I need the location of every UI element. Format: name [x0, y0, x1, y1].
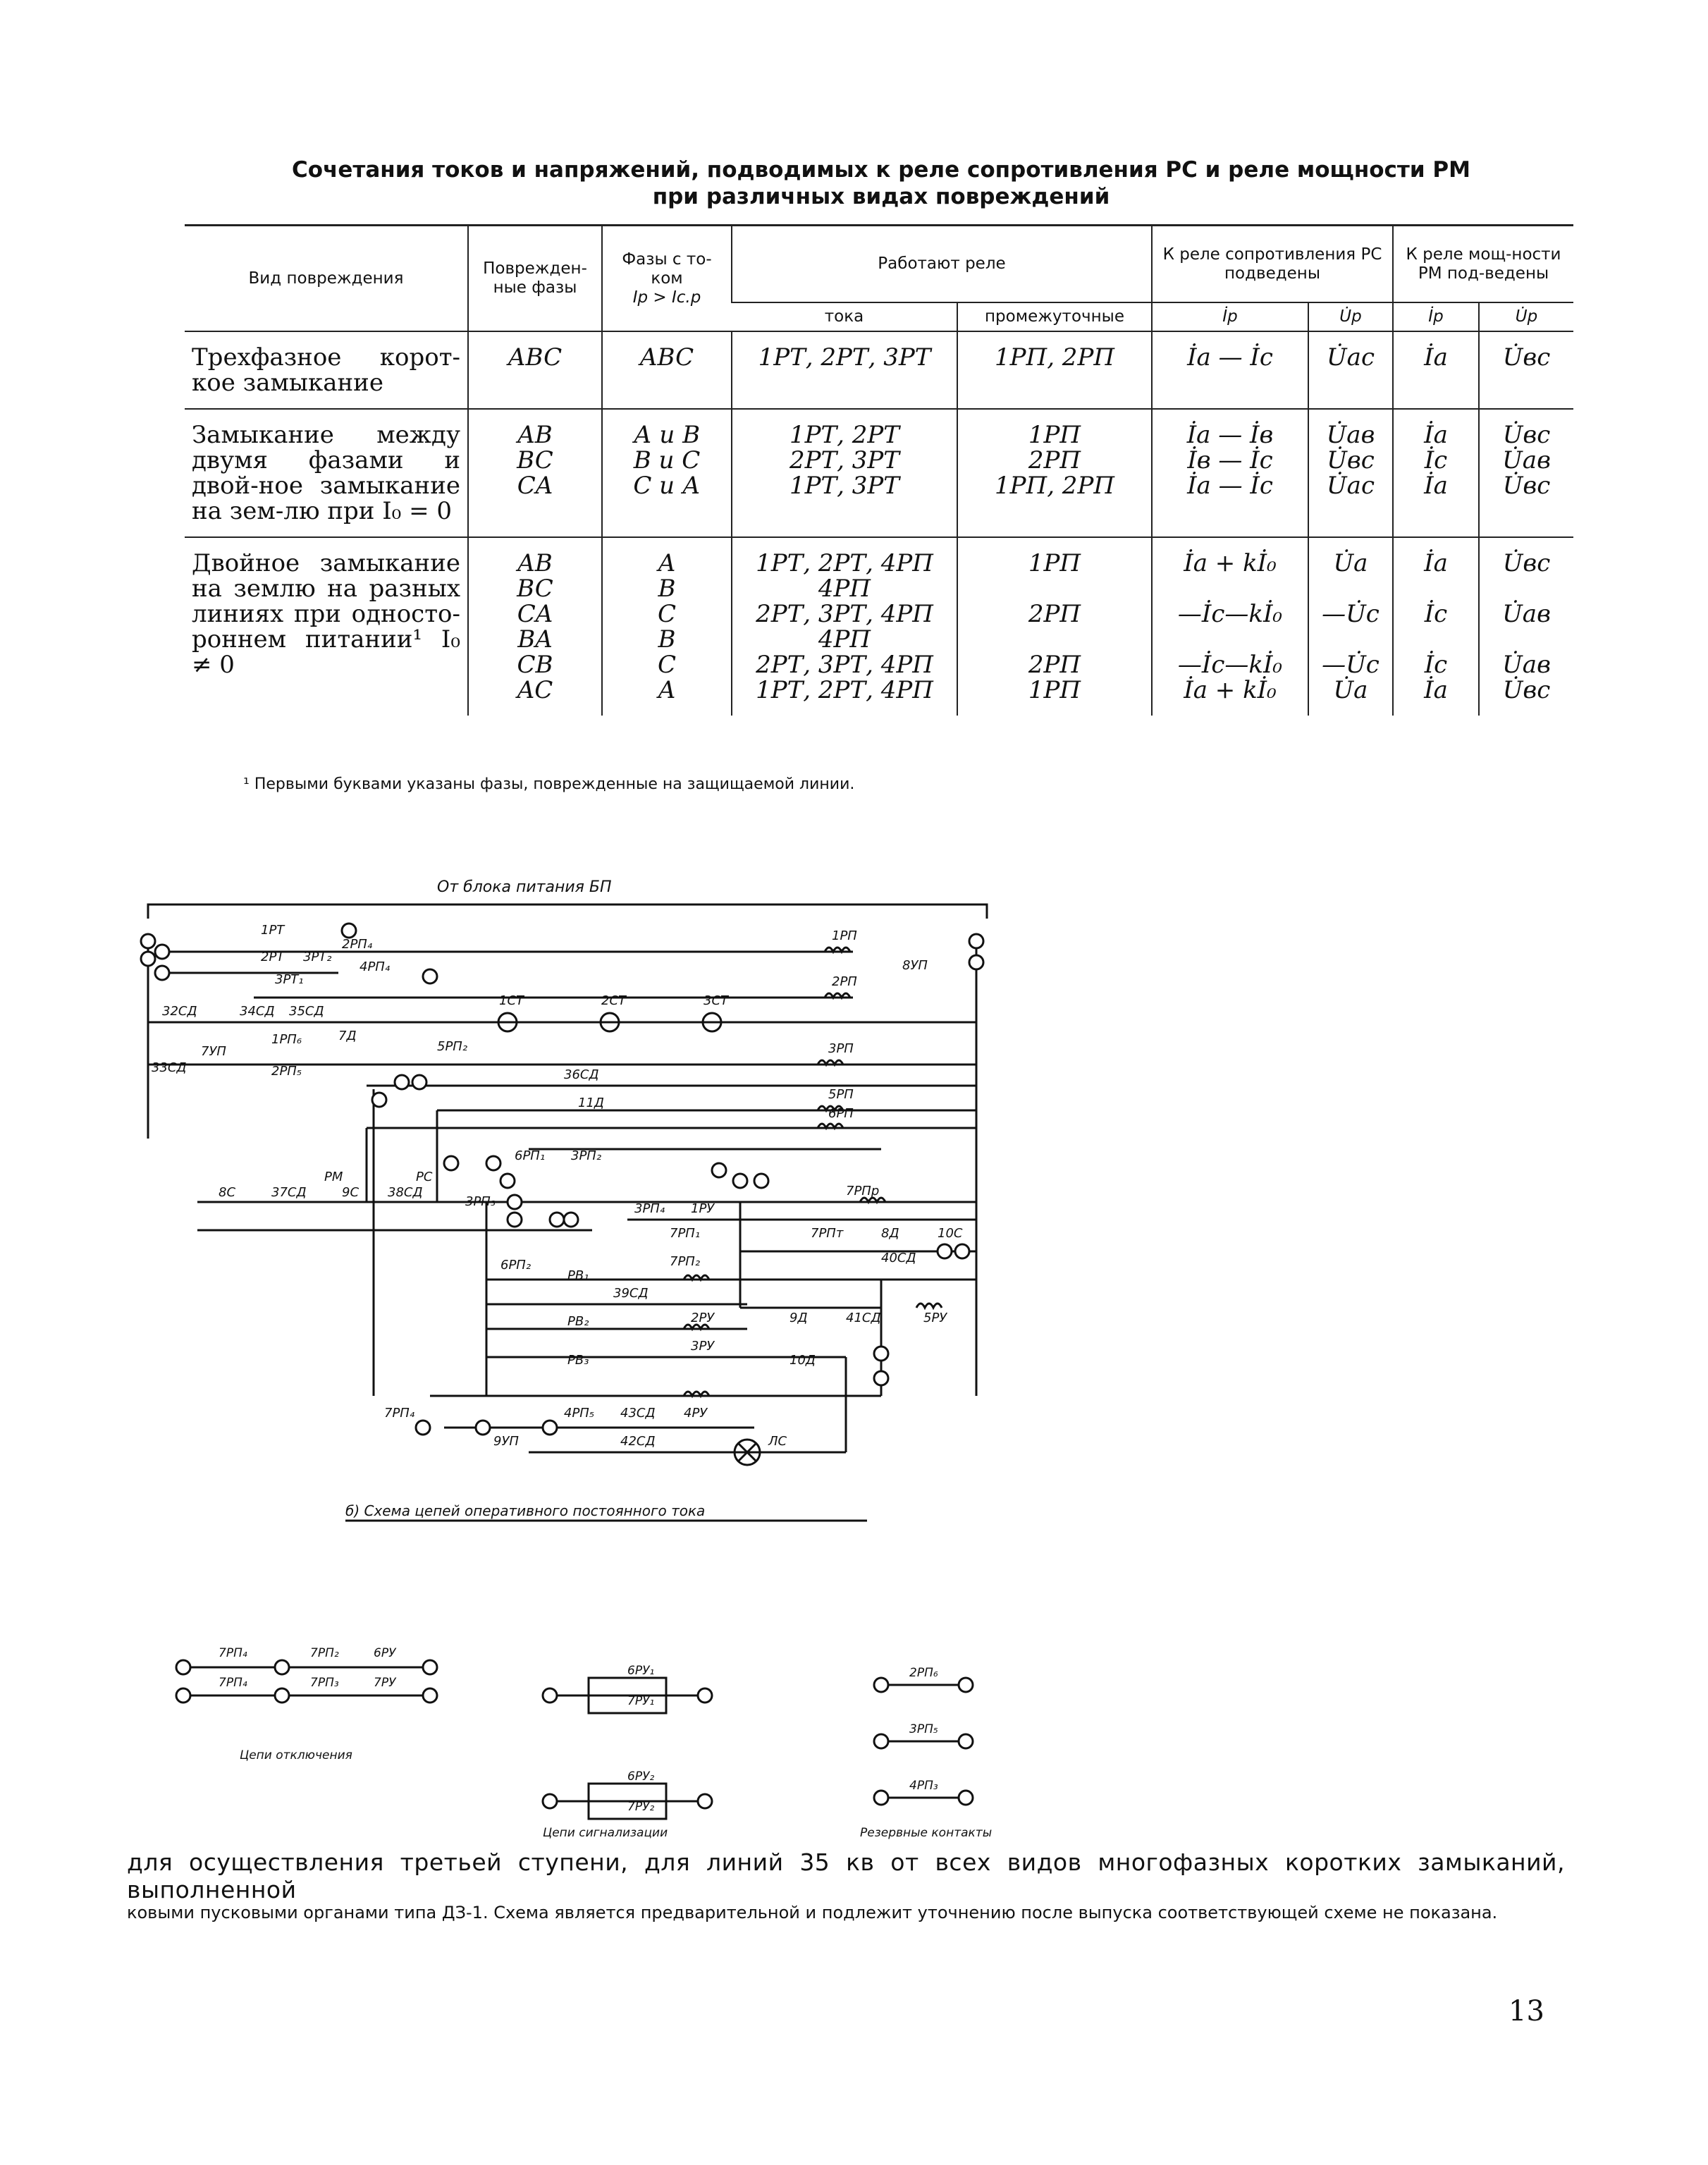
svg-text:6РП: 6РП [828, 1106, 854, 1121]
svg-text:33СД: 33СД [152, 1060, 187, 1075]
svg-text:7РП₄: 7РП₄ [384, 1406, 415, 1421]
cell-toka: 1РТ, 2РТ, 3РТ [732, 331, 957, 409]
table-row [185, 537, 1573, 716]
svg-text:9УП: 9УП [493, 1434, 519, 1449]
cell-rm-i: İа [1393, 331, 1479, 409]
schematic-caption: б) Схема цепей оперативного постоянного тока [345, 1502, 706, 1519]
cell-vid: Трехфазное корот-кое замыкание [192, 343, 460, 397]
svg-text:3РТ₂: 3РТ₂ [303, 950, 332, 964]
svg-text:7РУ₁: 7РУ₁ [627, 1694, 655, 1708]
header-tok-text: Фазы с то-ком [622, 250, 712, 288]
title-line-1: Сочетания токов и напряжений, подводимых к реле сопротивления РС и реле мощности РМ [292, 157, 1470, 183]
cell-faz: ABC [468, 331, 602, 409]
cell-tok: ABC [602, 331, 732, 409]
svg-text:37СД: 37СД [271, 1185, 307, 1200]
svg-text:36СД: 36СД [564, 1067, 599, 1082]
svg-text:41СД: 41СД [846, 1311, 881, 1325]
body-paragraph-2: ковыми пусковыми органами типа ДЗ-1. Схема является предварительной и подлежит уточнению после выпуска соответствующей схеме не показана. [127, 1903, 1498, 1922]
svg-text:ЛС: ЛС [768, 1434, 787, 1449]
schematic-top-label: От блока питания БП [437, 878, 612, 896]
svg-text:2СТ: 2СТ [601, 993, 627, 1008]
svg-text:35СД: 35СД [289, 1004, 324, 1019]
cell-promezh: 1РП 2РП 2РП 1РП [957, 537, 1152, 716]
svg-text:38СД: 38СД [388, 1185, 423, 1200]
header-faz: Поврежден-ные фазы [468, 226, 602, 332]
cell-rm-u: U̇вс [1479, 331, 1573, 409]
svg-text:2РП₄: 2РП₄ [342, 937, 373, 952]
cell-promezh: 1РП 2РП 1РП, 2РП [957, 409, 1152, 537]
header-up2: U̇р [1479, 302, 1573, 331]
svg-text:РС: РС [416, 1170, 433, 1184]
cell-faz: AB BC CA BA CB AC [468, 537, 602, 716]
svg-text:8С: 8С [219, 1185, 236, 1200]
svg-text:3СТ: 3СТ [704, 993, 729, 1008]
svg-text:РВ₃: РВ₃ [567, 1353, 589, 1368]
caption-trip: Цепи отключения [240, 1748, 352, 1762]
cell-vid: Двойное замыкание на землю на разных линиях при односто-роннем питании¹ I₀ ≠ 0 [185, 537, 468, 716]
svg-text:9С: 9С [342, 1185, 360, 1200]
caption-signal: Цепи сигнализации [543, 1826, 668, 1840]
cell-rs-u: U̇ас [1308, 331, 1393, 409]
svg-text:3РТ₁: 3РТ₁ [275, 972, 304, 987]
table-row [185, 409, 1573, 537]
trip-circuits [176, 1660, 437, 1703]
svg-text:РВ₁: РВ₁ [567, 1268, 589, 1283]
header-rm: К реле мощ-ности РМ под-ведены [1393, 226, 1573, 303]
svg-text:4РУ: 4РУ [684, 1406, 708, 1421]
svg-text:7РП₂: 7РП₂ [310, 1646, 339, 1660]
svg-text:7РП₁: 7РП₁ [670, 1226, 701, 1241]
header-promezh: промежуточные [957, 302, 1152, 331]
svg-text:7РПр: 7РПр [846, 1184, 880, 1198]
svg-text:3РП₄: 3РП₄ [634, 1201, 665, 1216]
aux-labels [219, 1646, 938, 1814]
header-ip: İр [1152, 302, 1308, 331]
svg-text:6РП₂: 6РП₂ [500, 1258, 532, 1272]
component-labels [152, 923, 963, 1449]
svg-text:4РП₅: 4РП₅ [564, 1406, 595, 1421]
svg-text:3РП₅: 3РП₅ [909, 1722, 938, 1736]
cell-rs-u: U̇а —U̇с —U̇с U̇а [1308, 537, 1393, 716]
header-ip2: İр [1393, 302, 1479, 331]
cell-tok: А и В В и С С и А [602, 409, 732, 537]
svg-text:1РП: 1РП [832, 928, 857, 943]
svg-text:1РТ: 1РТ [261, 923, 285, 938]
cell-rs-i: İа — İс [1152, 331, 1308, 409]
header-up: U̇р [1308, 302, 1393, 331]
svg-text:7РУ₂: 7РУ₂ [627, 1800, 655, 1814]
svg-text:3РП₃: 3РП₃ [465, 1194, 496, 1209]
cell-tok: A B C B C A [602, 537, 732, 716]
svg-text:2РП₅: 2РП₅ [271, 1064, 302, 1079]
header-vid: Вид повреждения [185, 226, 468, 332]
svg-text:2РУ: 2РУ [691, 1311, 715, 1325]
svg-text:40СД: 40СД [881, 1251, 916, 1265]
cell-rs-i: İа — İв İв — İс İа — İс [1152, 409, 1308, 537]
cell-rm-u: U̇вс U̇ав U̇вс [1479, 409, 1573, 537]
svg-text:6РП₁: 6РП₁ [515, 1148, 546, 1163]
svg-text:1СТ: 1СТ [499, 993, 524, 1008]
svg-text:42СД: 42СД [620, 1434, 656, 1449]
faults-table [185, 224, 1573, 716]
svg-text:3РУ: 3РУ [691, 1339, 715, 1354]
svg-text:39СД: 39СД [613, 1286, 649, 1301]
svg-text:6РУ₁: 6РУ₁ [627, 1664, 655, 1678]
cell-faz: AB BC CA [468, 409, 602, 537]
svg-text:7РУ: 7РУ [374, 1676, 396, 1690]
svg-text:7РП₃: 7РП₃ [310, 1676, 339, 1690]
svg-text:7РПт: 7РПт [811, 1226, 844, 1241]
body-paragraph-1: для осуществления третьей ступени, для линий 35 кв от всех видов многофазных коротких замыканий, выполненной [127, 1848, 1565, 1903]
svg-text:3РП₂: 3РП₂ [571, 1148, 602, 1163]
footnote: ¹ Первыми буквами указаны фазы, поврежденные на защищаемой линии. [243, 775, 855, 793]
header-tok-cond: Iр > Iс.р [632, 288, 701, 307]
svg-text:4РП₄: 4РП₄ [360, 959, 391, 974]
caption-reserve: Резервные контакты [860, 1826, 993, 1840]
svg-text:5РП₂: 5РП₂ [437, 1039, 468, 1054]
svg-text:6РУ: 6РУ [374, 1646, 396, 1660]
svg-text:9Д: 9Д [790, 1311, 808, 1325]
svg-text:3РП: 3РП [828, 1041, 854, 1056]
title-line-2: при различных видах повреждений [652, 184, 1110, 209]
svg-text:2РП: 2РП [832, 974, 857, 989]
svg-text:2РП₆: 2РП₆ [909, 1666, 938, 1680]
svg-text:7РП₂: 7РП₂ [670, 1254, 701, 1269]
cell-toka: 1РТ, 2РТ, 4РП 4РП 2РТ, 3РТ, 4РП 4РП 2РТ, 3РТ, 4РП 1РТ, 2РТ, 4РП [732, 537, 957, 716]
cell-rs-u: U̇ав U̇вс U̇ас [1308, 409, 1393, 537]
page-number: 13 [1509, 1995, 1544, 2028]
svg-text:7РП₄: 7РП₄ [219, 1646, 247, 1660]
svg-text:7РП₄: 7РП₄ [219, 1676, 247, 1690]
svg-text:7УП: 7УП [201, 1044, 226, 1059]
cell-rm-i: İа İс İс İа [1393, 537, 1479, 716]
svg-text:6РУ₂: 6РУ₂ [627, 1770, 655, 1784]
svg-text:43СД: 43СД [620, 1406, 656, 1421]
header-tok [602, 226, 732, 332]
svg-text:11Д: 11Д [578, 1096, 604, 1110]
svg-text:1РУ: 1РУ [691, 1201, 715, 1216]
svg-text:8УП: 8УП [902, 958, 928, 973]
svg-text:РМ: РМ [324, 1170, 343, 1184]
cell-toka: 1РТ, 2РТ 2РТ, 3РТ 1РТ, 3РТ [732, 409, 957, 537]
cell-promezh: 1РП, 2РП [957, 331, 1152, 409]
top-bracket [148, 904, 987, 919]
svg-text:34СД: 34СД [240, 1004, 275, 1019]
svg-text:2РТ: 2РТ [261, 950, 285, 964]
cell-vid: Замыкание между двумя фазами и двой-ное замыкание на зем-лю при I₀ = 0 [185, 409, 468, 537]
table-row [185, 331, 1573, 409]
svg-text:10Д: 10Д [790, 1353, 816, 1368]
header-toka: тока [732, 302, 957, 331]
header-rs: К реле сопротивления РС подведены [1152, 226, 1393, 303]
svg-text:5РП: 5РП [828, 1087, 854, 1102]
circuit-lines [148, 952, 976, 1452]
auxiliary-circuits [162, 1629, 1079, 1840]
svg-text:32СД: 32СД [162, 1004, 197, 1019]
table-title [183, 157, 1579, 210]
svg-text:5РУ: 5РУ [923, 1311, 947, 1325]
cell-rm-i: İа İс İа [1393, 409, 1479, 537]
svg-text:4РП₃: 4РП₃ [909, 1779, 938, 1793]
svg-text:8Д: 8Д [881, 1226, 899, 1241]
svg-text:10С: 10С [938, 1226, 963, 1241]
svg-text:1РП₆: 1РП₆ [271, 1032, 302, 1047]
svg-text:7Д: 7Д [338, 1029, 357, 1043]
header-rabot: Работают реле [732, 226, 1152, 303]
svg-text:РВ₂: РВ₂ [567, 1314, 589, 1329]
cell-rm-u: U̇вс U̇ав U̇ав U̇вс [1479, 537, 1573, 716]
cell-rs-i: İа + kİ₀ —İс—kİ₀ —İс—kİ₀ İа + kİ₀ [1152, 537, 1308, 716]
dc-circuit-schematic [134, 871, 1022, 1526]
